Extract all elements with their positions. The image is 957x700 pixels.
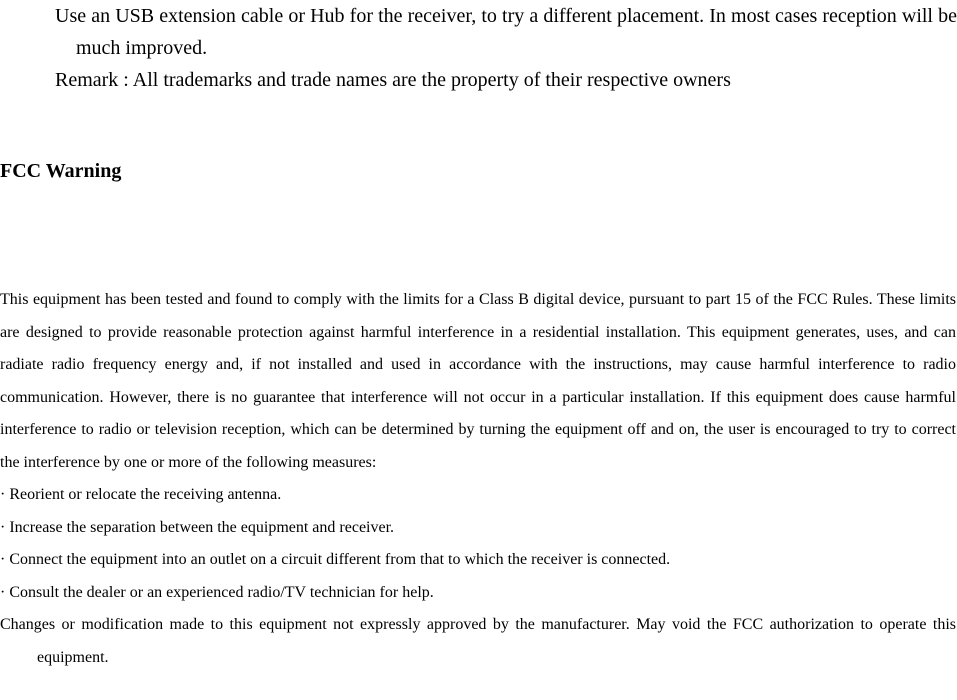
usb-tip-paragraph: Use an USB extension cable or Hub for the receiver, to try a different placement. In most cases reception will be much improved. bbox=[55, 5, 957, 59]
fcc-section bbox=[0, 284, 956, 674]
fcc-statement-paragraph: This equipment has been tested and found to comply with the limits for a Class B digital device, pursuant to part 15 of the FCC Rules. These limits are designed to provide reasonable protection against harmful interference in a residential installation. This equipment generates, uses, and can radiate radio frequency energy and, if not installed and used in accordance with the instructions, may cause harmful interference to radio communication. However, there is no guarantee that interference will not occur in a particular installation. If this equipment does cause harmful interference to radio or television reception, which can be determined by turning the equipment off and on, the user is encouraged to try to correct the interference by one or more of the following measures: bbox=[0, 291, 956, 471]
intro-section bbox=[55, 0, 957, 96]
trademark-remark: Remark : All trademarks and trade names are the property of their respective owners bbox=[55, 69, 731, 91]
fcc-warning-heading: FCC Warning bbox=[0, 160, 122, 182]
measure-item: · Connect the equipment into an outlet on a circuit different from that to which the receiver is connected. bbox=[0, 551, 671, 568]
measure-item: · Consult the dealer or an experienced radio/TV technician for help. bbox=[0, 583, 434, 601]
measure-item: · Increase the separation between the equipment and receiver. bbox=[0, 518, 395, 536]
fcc-closing-paragraph: Changes or modification made to this equipment not expressly approved by the manufacturer. May void the FCC authorization to operate this equipment. bbox=[0, 616, 956, 666]
measure-item: · Reorient or relocate the receiving antenna. bbox=[0, 486, 282, 503]
